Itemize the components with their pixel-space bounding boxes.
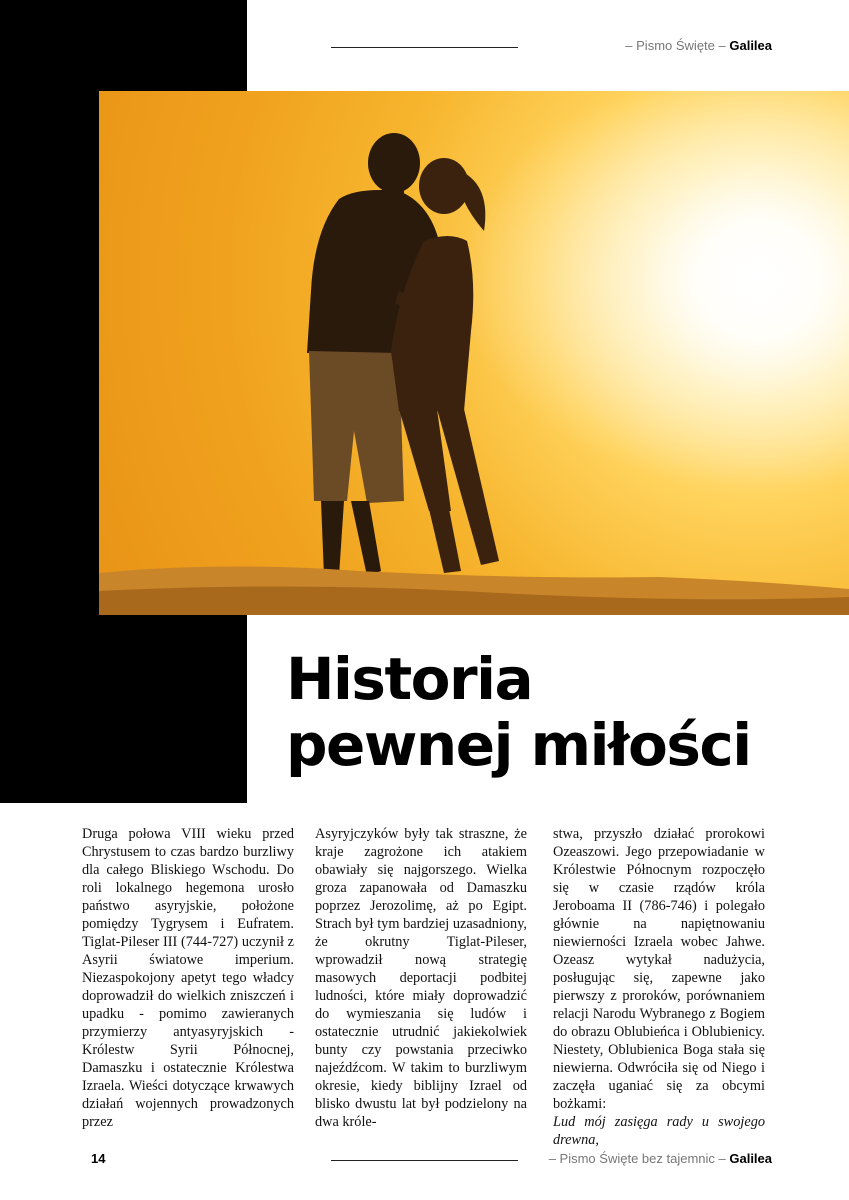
running-header [625,38,772,53]
footer-rule [331,1160,518,1161]
article-title [286,646,751,778]
title-line-1: Historia [286,645,533,713]
footer-brand: Galilea [729,1151,772,1166]
scripture-quote: Lud mój zasięga rady u swojego drewna, [553,1114,765,1148]
silhouette-illustration [99,91,849,615]
body-column-3 [553,825,765,1149]
page-number: 14 [91,1151,106,1166]
header-rule [331,47,518,48]
body-column-1: Druga połowa VIII wieku przed Chrystusem to czas bardzo burzliwy dla całego Bliskiego Wschodu. Do roli lokalnego hegemona urosło państwo asyryjskie, położone pomiędzy Tygrysem i Eufratem. Tiglat-Pileser III (744-727) uczynił z Asyrii światowe imperium. Niezaspokojony apetyt tego władcy doprowadził do wielkich zniszczeń i upadku - pomimo zawieranych przymierzy antyasyryjskich - Królestw Syrii Północnej, Damaszku i ostatecznie Królestwa Izraela. Wieści dotyczące krwawych działań wojennych prowadzonych przez [82,826,294,1130]
title-line-2: pewnej miłości [286,711,751,779]
footer-section: – Pismo Święte bez tajemnic – [548,1151,726,1166]
running-footer [549,1151,772,1166]
header-section: – Pismo Święte – [625,38,726,53]
body-column-2: Asyryjczyków były tak straszne, że kraje zagrożone ich atakiem obawiały się najgorszego. Wielka groza zapanowała od Damaszku poprzez Jerozolimę, aż po Egipt. Strach był tym bardziej uzasadniony, że okrutny Tiglat-Pileser, wprowadził nową strategię masowych deportacji podbitej ludności, które miały doprowadzić do wymieszania się ludów i ostatecznie utrudnić jakiekolwiek bunty czy powstania przeciwko najeźdźcom. W takim to burzliwym okresie, kiedy biblijny Izrael od blisko dwustu lat był podzielony na dwa króle- [315,826,527,1130]
column-3-text: stwa, przyszło działać prorokowi Ozeaszowi. Jego przepowiadanie w Królestwie Północnym rozpoczęło się w czasie rządów króla Jeroboama II (786-746) i polegało głównie na napiętnowaniu niewierności Izraela wobec Jahwe. Ozeasz wytykał nadużycia, posługując się, zapewne jako pierwszy z proroków, porównaniem relacji Narodu Wybranego z Bogiem do obrazu Oblubieńca i Oblubienicy. Niestety, Oblubienica Boga stała się niewierna. Odwróciła się od Niego i zaczęła uganiać się za obcymi bożkami: [553,826,765,1112]
header-brand: Galilea [729,38,772,53]
hero-photo-couple-silhouette [99,91,849,615]
